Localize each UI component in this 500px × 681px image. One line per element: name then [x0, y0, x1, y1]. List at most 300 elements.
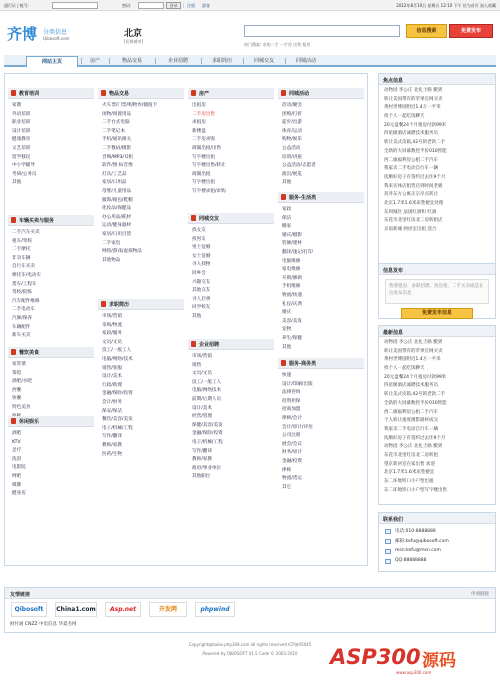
category-title[interactable]: 服务-商务类	[289, 361, 317, 367]
apply-link[interactable]: 申请链接	[471, 592, 489, 597]
category-icon	[11, 418, 16, 424]
category-link[interactable]: 写字楼求租/求购	[192, 188, 226, 194]
category-link[interactable]: 采购/物流	[102, 322, 122, 328]
category-link[interactable]: 写字楼出租	[192, 180, 215, 186]
category-link[interactable]: 团购/打折	[282, 111, 302, 117]
contact-title: 联系我们	[379, 513, 495, 524]
category-link[interactable]: 同乡会	[192, 270, 206, 276]
category-link[interactable]: 电影院	[12, 465, 26, 471]
info-link[interactable]: 黄村世博园附近1.4万一平米	[384, 357, 441, 363]
category-link[interactable]: 养生/保健	[282, 335, 302, 341]
category-link[interactable]: 公益活动/志愿者	[282, 163, 316, 169]
info-link[interactable]: 找个人一起吃饭聊天	[384, 366, 425, 372]
category-block	[8, 215, 94, 341]
info-link[interactable]: 20元盘餐24个月租房付款99米	[384, 122, 447, 128]
category-link[interactable]: 二手电动车	[12, 307, 35, 313]
info-link[interactable]: 转让美国带有的苹果官网买卖	[384, 348, 443, 354]
category-link[interactable]: 西餐	[12, 387, 22, 393]
category-link[interactable]: 商铺出租	[192, 171, 211, 177]
guest-link[interactable]: 游客	[202, 3, 210, 8]
category-link[interactable]: 考研/公务员	[12, 171, 37, 177]
category-link[interactable]: 网吧	[12, 473, 22, 479]
category-link[interactable]: 写作/翻译	[102, 434, 122, 440]
hot-searches[interactable]: 热门搜索: 求购二手 一手房 出售 租房	[244, 42, 311, 47]
category-link[interactable]: 化妆品/保健品	[102, 206, 132, 212]
category-link[interactable]: 男士征婚	[192, 245, 211, 251]
switch-city-link[interactable]: [切换城市]	[124, 39, 144, 44]
category-link[interactable]: 非卖车辆	[12, 255, 31, 261]
info-link[interactable]: 四星级酒店诚聘技术服务员	[384, 383, 438, 389]
category-link[interactable]: 二手家电	[102, 240, 121, 246]
info-link[interactable]: 北京1.7米1.6米床垫便宜	[384, 470, 435, 476]
category-link[interactable]: 手机/通讯相关	[102, 137, 132, 143]
info-link[interactable]: 双井东方公寓正宗早点转让	[384, 192, 438, 198]
category-link[interactable]: 电脑/网络技术	[192, 388, 222, 394]
category-link[interactable]: 电脑/网络/技术	[102, 356, 133, 362]
category-items	[188, 224, 274, 322]
category-link[interactable]: 其他	[192, 313, 202, 319]
category-link[interactable]: 健身房	[12, 491, 26, 497]
category-items	[278, 99, 364, 188]
category-link[interactable]: 礼仪/庆典	[282, 301, 302, 307]
category-link[interactable]: 留学移民	[12, 154, 31, 160]
category-link[interactable]: 家常菜	[12, 362, 26, 367]
category-link[interactable]: 设计/美术	[192, 405, 212, 411]
category-link[interactable]: 女士征婚	[192, 253, 211, 259]
category-link[interactable]: 徒步/出游	[282, 120, 302, 126]
tab-resume[interactable]: 求职简历	[211, 58, 232, 64]
category-link[interactable]: 公益活动	[282, 145, 301, 151]
category-link[interactable]: 销售	[192, 362, 202, 368]
category-link[interactable]: 家政/服务	[102, 331, 122, 337]
category-link[interactable]: 兴趣交友	[192, 279, 211, 285]
site-logo[interactable]	[7, 23, 85, 48]
login-button[interactable]: 登录	[166, 2, 181, 9]
category-link[interactable]: 婚庆	[282, 310, 292, 316]
category-link[interactable]: 酒吧/水吧	[12, 379, 32, 385]
category-items	[188, 350, 274, 482]
category-link[interactable]: KTV	[12, 439, 21, 445]
free-post-info-button[interactable]: 免费发布信息	[401, 308, 473, 319]
category-link[interactable]: 洗浴	[12, 456, 22, 462]
link-logo-phpwind[interactable]: phpwind	[195, 602, 235, 617]
category-link[interactable]: 保健/美容/美发	[192, 422, 223, 428]
category-link[interactable]: 培训/讲座	[282, 154, 302, 160]
category-link[interactable]: 其它	[282, 484, 292, 490]
category-link[interactable]: 翻译/速记/打印	[282, 249, 313, 255]
category-block	[188, 213, 274, 322]
category-link[interactable]: 招商加盟	[282, 407, 301, 413]
footer-copyright: Copyright@baike.php168.com all rights reserved ICP备05045	[188, 642, 312, 647]
category-items	[98, 310, 184, 459]
latest-info-panel	[378, 325, 496, 505]
category-link[interactable]: 金融/保险/投资	[102, 391, 133, 397]
info-link[interactable]: 动物园 李公庄 北礼士路 搬到	[384, 88, 443, 93]
category-link[interactable]: 技工/一般工人	[192, 379, 222, 385]
category-link[interactable]: 同学校友	[192, 305, 211, 311]
free-post-button[interactable]: 免费发布	[449, 24, 493, 38]
category-block	[278, 88, 364, 188]
contact-list	[379, 524, 495, 568]
info-link[interactable]: 京南新城 两居室出租 适合	[384, 227, 437, 232]
category-link[interactable]: 茶馆	[12, 370, 22, 376]
logo-domain: Qibosoft.com	[43, 36, 70, 41]
category-link[interactable]: 特色美食	[12, 404, 31, 410]
topbar-right-links[interactable]: 2012年8月10日 星期五 12:10 下午 设为首页 加入收藏	[396, 3, 496, 8]
post-info-panel	[378, 263, 496, 319]
category-title[interactable]: 房产	[199, 91, 210, 97]
category-link[interactable]: 新车买卖	[12, 333, 31, 339]
password-input[interactable]	[138, 2, 164, 9]
category-link[interactable]: 法律咨询	[282, 390, 301, 396]
friend-links-header	[5, 588, 495, 599]
category-icon	[281, 90, 286, 96]
info-link[interactable]: 北京1.7米1.6米床垫便宜处理	[384, 200, 444, 206]
category-link[interactable]: 灯具/工艺品	[102, 171, 127, 177]
category-link[interactable]: 车辆配件	[12, 324, 31, 330]
category-block	[278, 358, 364, 492]
category-link[interactable]: 其他职位	[192, 474, 211, 480]
category-items	[278, 203, 364, 352]
category-title[interactable]: 教育培训	[19, 91, 40, 97]
category-link[interactable]: 电子/机械/工程	[102, 425, 133, 431]
category-icon	[191, 90, 196, 96]
category-header	[8, 215, 94, 226]
account-label: 通行证 | 帐号：	[4, 3, 32, 8]
category-link[interactable]: 棋牌	[12, 482, 22, 488]
category-link[interactable]: 软件/图书/音像	[102, 163, 133, 169]
watermark-url: www.asp300.com	[396, 670, 432, 675]
info-link[interactable]: 20元盘餐24个月租房付款99米	[384, 374, 447, 380]
category-link[interactable]: 汽车配件维修	[12, 298, 40, 304]
category-header	[8, 416, 94, 427]
category-link[interactable]: 美容/美发	[282, 318, 302, 324]
friend-links-title: 友情链接	[10, 592, 31, 598]
category-link[interactable]: 金融/投资	[282, 458, 302, 464]
tab-dating[interactable]: 同城交友	[253, 58, 274, 64]
category-link[interactable]: 搬家	[282, 224, 292, 230]
category-link[interactable]: 宠物	[282, 327, 292, 333]
category-header	[8, 88, 94, 99]
category-block	[8, 416, 94, 499]
category-link[interactable]: 会计/审计/评估	[282, 424, 313, 430]
category-icon	[281, 194, 286, 200]
category-link[interactable]: 出租房	[192, 103, 206, 108]
info-link[interactable]: 动物园 李公庄 北礼士路 搬到	[384, 444, 443, 450]
category-link[interactable]: 前期/后期人员	[192, 396, 222, 402]
contact-phone: 电话:010-8888888	[385, 528, 495, 538]
category-link[interactable]: 寻人找物	[192, 262, 211, 268]
info-link[interactable]: 黄村世博园附近1.4万一平米	[384, 105, 441, 111]
info-link[interactable]: 我家卖二手电动自行车一辆	[384, 166, 438, 172]
category-link[interactable]: 写作/翻译	[192, 448, 212, 454]
category-link[interactable]: 教师/家教	[102, 442, 122, 448]
category-link[interactable]: 快递	[282, 373, 292, 378]
category-link[interactable]: 音响/MP3/耳机	[102, 154, 134, 160]
category-link[interactable]: 其他	[12, 180, 22, 186]
category-link[interactable]: 手机维修	[282, 284, 301, 290]
category-title[interactable]: 同城交友	[199, 216, 220, 222]
info-link[interactable]: 东坝城区 法国红酒和 红酒	[384, 209, 437, 215]
category-link[interactable]: 投资担保	[282, 398, 301, 404]
tab-house[interactable]: 房产	[89, 58, 100, 64]
category-items	[278, 369, 364, 492]
info-link[interactable]: 东二环地铁口小户型写字楼出售	[384, 487, 447, 493]
category-icon	[101, 301, 106, 307]
category-link[interactable]: 二手房出售	[192, 111, 215, 117]
category-link[interactable]: 文员/文员	[192, 371, 212, 377]
category-link[interactable]: 设计培训	[12, 128, 31, 134]
category-link[interactable]: 活动/聚会	[282, 103, 302, 108]
contact-email: 邮箱:kefu@qibosoft.com	[385, 538, 495, 548]
category-link[interactable]: 职业培训	[12, 120, 31, 126]
category-link[interactable]: 租车/驾校	[12, 238, 32, 244]
footer-powered: Powered by QIBOSOFT V1.5 Code © 2003-2010	[202, 651, 298, 656]
category-block	[188, 88, 274, 197]
info-link[interactable]: 四星级酒店诚聘技术服务员	[384, 131, 438, 137]
category-link[interactable]: 其他	[282, 180, 292, 186]
category-header	[188, 339, 274, 350]
tab-events[interactable]: 同城活动	[295, 58, 316, 64]
logo-main-text: 齐博	[7, 25, 38, 43]
category-title[interactable]: 企业招聘	[199, 342, 220, 348]
category-link[interactable]: 保洁	[282, 215, 292, 221]
focus-info-panel	[378, 73, 496, 269]
info-link[interactable]: 抚顺好房子有签约过去住9个月	[384, 435, 446, 441]
category-icon	[281, 360, 286, 366]
category-link[interactable]: 购物/娱乐	[282, 137, 302, 143]
category-link[interactable]: 律师	[282, 467, 292, 473]
info-link[interactable]: 东二环地铁口小户型出租	[384, 479, 434, 484]
info-link[interactable]: 抚顺好房子有签约过去住9个月	[384, 174, 446, 180]
category-link[interactable]: 二手台式电脑	[102, 120, 130, 126]
link-logo-aspnet[interactable]: Asp.net	[105, 602, 141, 617]
post-hint: 我要租房、求职招聘、找房租、二手买卖或是在这发布信息	[385, 279, 489, 304]
phone-icon	[385, 529, 391, 534]
category-link[interactable]: 母婴/儿童用品	[102, 188, 132, 194]
category-link[interactable]: 律师/会计	[282, 415, 302, 421]
category-icon	[191, 341, 196, 347]
category-link[interactable]: 装修/建材	[282, 241, 302, 247]
category-link[interactable]: 其他交友	[192, 288, 211, 294]
category-link[interactable]: 医药/生物	[102, 451, 122, 457]
focus-info-title: 焦点信息	[379, 74, 495, 85]
category-link[interactable]: 快餐	[12, 396, 22, 402]
category-items	[8, 226, 94, 341]
post-info-title: 信息发布	[379, 264, 495, 275]
contact-msn: msn:kefu@msn.com	[385, 548, 495, 558]
msn-icon	[385, 549, 391, 554]
category-link[interactable]: 行政/助理	[102, 382, 122, 388]
category-link[interactable]: 市场/营销	[192, 354, 212, 359]
search-button[interactable]: 信息搜索	[406, 24, 447, 38]
category-link[interactable]: 电脑维修	[282, 258, 301, 264]
category-link[interactable]: 自行车买卖	[12, 264, 35, 270]
category-link[interactable]: 外语培训	[12, 111, 31, 117]
info-link[interactable]: 转让美国带有的苹果官网买卖	[384, 96, 443, 102]
category-link[interactable]: 二手房求购	[192, 137, 215, 143]
account-input[interactable]	[52, 2, 98, 9]
info-link[interactable]: 找个人一起吃饭聊天	[384, 114, 425, 120]
category-link[interactable]: 家居/日用百货	[102, 231, 132, 237]
category-block	[8, 88, 94, 188]
category-link[interactable]: 货车/工程车	[12, 281, 37, 287]
category-block	[188, 339, 274, 482]
contact-qq: QQ:88888888	[385, 558, 495, 568]
tab-home[interactable]: 网站主页	[26, 56, 78, 67]
category-link[interactable]: 写字楼出租	[192, 154, 215, 160]
text-links[interactable]: 财付通 CNZZ 中电信息 华夏名网	[10, 622, 77, 627]
category-panel	[4, 73, 368, 566]
category-link[interactable]: 餐饮/美容/美发	[102, 417, 133, 423]
category-link[interactable]: 家居/日用品	[102, 180, 127, 186]
category-link[interactable]: 找男友	[192, 236, 206, 242]
category-link[interactable]: 中小学辅导	[12, 163, 35, 169]
category-link[interactable]: 公司注册	[282, 433, 301, 439]
category-header	[98, 299, 184, 310]
category-title[interactable]: 餐饮美食	[19, 350, 40, 356]
logo-subtitle: 分类信息	[43, 29, 68, 36]
category-link[interactable]: 销售/客服	[102, 365, 122, 371]
category-link[interactable]: 设计/印刷/出版	[282, 381, 313, 387]
category-block	[98, 88, 184, 265]
qq-icon	[385, 559, 391, 564]
info-link[interactable]: 全新的大屏幕数控半价010智能	[384, 400, 447, 406]
category-link[interactable]: 政府/事业单位	[192, 465, 222, 471]
category-link[interactable]: 火车票/门票/购物券/储值卡	[102, 103, 158, 108]
watermark-cn: 源码	[422, 651, 456, 671]
category-link[interactable]: 二手汽车买卖	[12, 230, 40, 235]
category-icon	[101, 90, 106, 96]
category-link[interactable]: 新楼盘	[192, 128, 206, 134]
category-link[interactable]: 家电维修	[282, 267, 301, 273]
current-city: 北京	[124, 29, 143, 39]
category-link[interactable]: 足疗	[12, 448, 22, 454]
category-link[interactable]: 教师/家教	[192, 457, 212, 463]
category-header	[278, 88, 364, 99]
info-link[interactable]: 全新的大屏幕数控半价010智能	[384, 148, 447, 154]
info-link[interactable]: 望京新居室在家出售 欢迎	[384, 461, 435, 467]
category-title[interactable]: 休闲娱乐	[19, 419, 40, 425]
info-link[interactable]: 西二旗福利房公租二手汽车	[384, 157, 438, 163]
category-link[interactable]: 服饰/箱包/鞋帽	[102, 197, 133, 203]
category-link[interactable]: 开锁/修锁	[282, 275, 302, 281]
category-link[interactable]: 摩托车/电动车	[12, 272, 42, 278]
category-link[interactable]: 市场/营销	[102, 314, 122, 319]
category-header	[278, 192, 364, 203]
category-link[interactable]: 体育/运动	[282, 128, 302, 134]
category-title[interactable]: 物品交易	[109, 91, 130, 97]
category-link[interactable]: 婚庆/摄影	[282, 232, 302, 238]
info-link[interactable]: 西二旗福利房公租二手汽车	[384, 409, 438, 415]
category-link[interactable]: 文艺培训	[12, 145, 31, 151]
category-title[interactable]: 同城活动	[289, 91, 310, 97]
category-link[interactable]: 文员/文员	[102, 339, 122, 345]
info-link[interactable]: 东花市北里红房北二房转租	[384, 452, 438, 458]
focus-info-list	[379, 85, 495, 235]
category-link[interactable]: 其他物品	[102, 257, 121, 263]
search-input[interactable]	[244, 25, 400, 37]
category-link[interactable]: 技工/一般工人	[102, 348, 132, 354]
category-icon	[11, 349, 16, 355]
tab-goods[interactable]: 物品交易	[121, 58, 142, 64]
category-link[interactable]: 演出/展览	[282, 171, 302, 177]
top-bar	[0, 0, 500, 11]
category-link[interactable]: 办公用品/耗材	[102, 214, 132, 220]
category-header	[8, 347, 94, 358]
category-link[interactable]: 家教	[12, 103, 22, 108]
category-link[interactable]: 写字楼出售/转让	[192, 163, 226, 169]
tab-jobs[interactable]: 企业招聘	[167, 58, 188, 64]
info-link[interactable]: 转让美式皮箱,42号的老款二手	[384, 140, 446, 146]
category-link[interactable]: 网络/游戏/虚拟物品	[102, 249, 142, 255]
link-logo-china1[interactable]: China1.com	[55, 602, 97, 617]
category-link[interactable]: 会计/财务	[102, 399, 122, 405]
watermark-logo	[326, 641, 496, 677]
category-link[interactable]: 金融/保险/投资	[192, 431, 223, 437]
category-link[interactable]: 保安/保洁	[102, 408, 122, 414]
category-link[interactable]: 二手摩托	[12, 247, 31, 253]
category-link[interactable]: 运动/健身器材	[102, 223, 132, 229]
friend-links-panel	[4, 587, 496, 633]
category-header	[278, 358, 364, 369]
category-link[interactable]: 家政	[282, 207, 292, 212]
category-link[interactable]: 健康教育	[12, 137, 31, 143]
register-link[interactable]: 注册	[187, 3, 195, 8]
category-link[interactable]: 展会/会议	[282, 441, 302, 447]
category-link[interactable]: 电子/机械/工程	[192, 439, 223, 445]
category-block	[278, 192, 364, 352]
info-link[interactable]: 我来实体店租赁店到时间老板	[384, 183, 443, 189]
category-link[interactable]: 驾校/陪练	[12, 290, 32, 296]
category-title[interactable]: 服务-生活类	[289, 195, 317, 201]
category-items	[98, 99, 184, 265]
category-icon	[11, 90, 16, 96]
category-link[interactable]: 寻人启事	[192, 296, 211, 302]
category-link[interactable]: 设计/美术	[102, 374, 122, 380]
category-link[interactable]: 商铺出租/出售	[192, 145, 222, 151]
info-link[interactable]: 东花市北里红房北二房转租店	[384, 218, 443, 224]
category-link[interactable]: 物流/快递	[282, 292, 302, 298]
info-link[interactable]: 个人转让速度摄影器材成交	[384, 418, 438, 424]
category-link[interactable]: 找女友	[192, 228, 206, 233]
category-title[interactable]: 车辆买卖与服务	[19, 218, 55, 224]
info-link[interactable]: 我家卖二手电动自行车一辆	[384, 426, 438, 432]
category-icon	[11, 217, 16, 223]
category-link[interactable]: 汽修/保养	[12, 315, 32, 321]
info-link[interactable]: 动物园 李公庄 北礼士路 搬到	[384, 340, 443, 345]
category-title[interactable]: 求职简历	[109, 302, 130, 308]
latest-info-list	[379, 337, 495, 495]
category-link[interactable]: 酒吧	[12, 431, 22, 436]
category-link[interactable]: 二手笔记本	[102, 128, 125, 134]
category-link[interactable]: 经营/管理	[192, 414, 212, 420]
category-items	[8, 427, 94, 499]
category-items	[188, 99, 274, 197]
category-link[interactable]: 闲物/闲置用品	[102, 111, 132, 117]
category-link[interactable]: 物流/货运	[282, 476, 302, 482]
link-logo-kaifa[interactable]: 开发网	[149, 602, 187, 617]
info-link[interactable]: 转让美式皮箱,42号的老款二手	[384, 392, 446, 398]
password-label: 密码：	[122, 3, 134, 8]
category-link[interactable]: 二手数码/摄影	[102, 145, 132, 151]
link-logo-qibosoft[interactable]: Qibosoft	[11, 602, 47, 617]
category-link[interactable]: 其他	[282, 344, 292, 350]
category-header	[188, 213, 274, 224]
category-link[interactable]: 财务/审计	[282, 450, 302, 456]
category-link[interactable]: 求租房	[192, 120, 206, 126]
topbar-separator: |	[183, 3, 185, 8]
